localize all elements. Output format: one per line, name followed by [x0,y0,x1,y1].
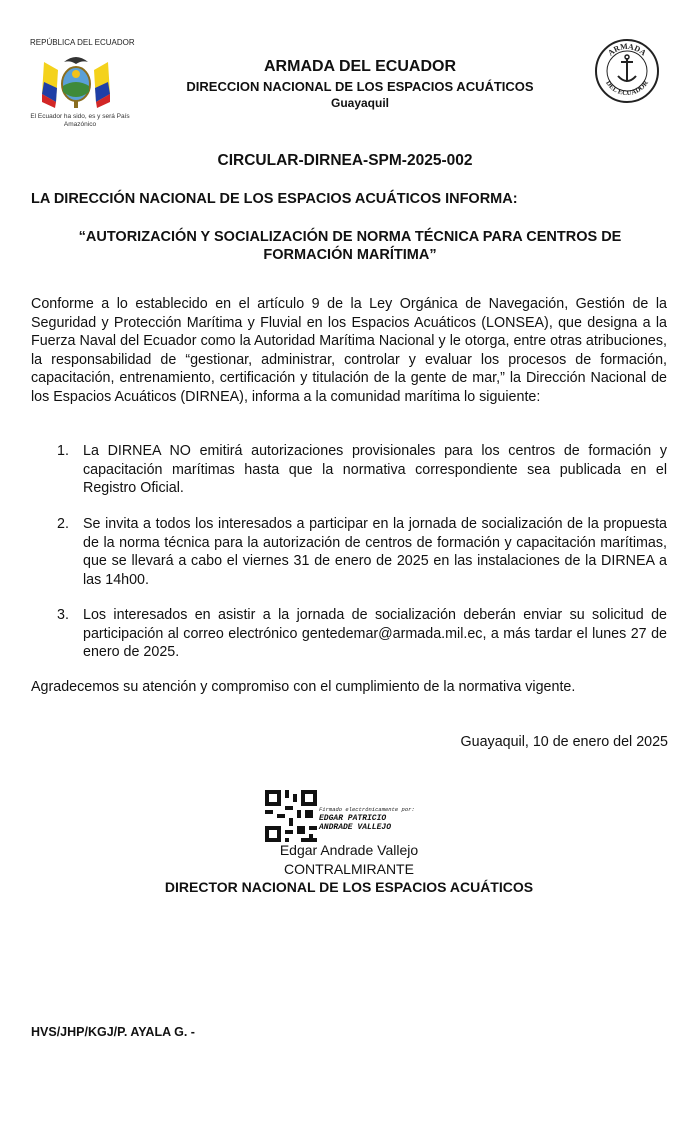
circular-subject: “AUTORIZACIÓN Y SOCIALIZACIÓN DE NORMA TÉCNICA PARA CENTROS DE FORMACIÓN MARÍTIMA” [78,229,622,263]
list-item: Se invita a todos los interesados a participar en la jornada de socialización de la propuesta de la norma técnica para la autorización de centros de formación y capacitación marítimas, que se llevará a cabo el viernes 31 de enero de 2025 en las instalaciones de la DIRNEA a las 14h00. [83,516,667,588]
list-item-number: 3. [57,607,69,623]
signer-name-line2: ANDRADE VALLEJO [319,823,392,832]
reference-initials: HVS/JHP/KGJ/P. AYALA G. - [31,1025,195,1039]
navy-seal-icon [594,38,660,104]
republica-label: REPÚBLICA DEL ECUADOR [30,38,135,47]
list-item-number: 1. [57,443,69,459]
intro-paragraph: Conforme a lo establecido en el artículo 9 de la Ley Orgánica de Navegación, Gestión de la Seguridad y Protección Marítima y Fluvial en los Espacios Acuáticos (LONSEA), que designa a la Fuerza Naval del Ecuador como la Autoridad Marítima Nacional y le otorga, entre otras atribuciones, la responsabilidad de “gestionar, administrar, controlar y evaluar los procesos de formación, capacitación, entrenamiento, certificación y titulación de la gente de mar,” la Dirección Nacional de los Espacios Acuáticos (DIRNEA), informa a la comunidad marítima lo siguiente: [31,296,667,405]
signatory-rank: CONTRALMIRANTE [284,861,414,877]
signatory-name: Edgar Andrade Vallejo [279,842,419,858]
closing-thanks: Agradecemos su atención y compromiso con el cumplimiento de la normativa vigente. [31,679,576,695]
list-item-number: 2. [57,516,69,532]
informa-heading: LA DIRECCIÓN NACIONAL DE LOS ESPACIOS ACUÁTICOS INFORMA: [31,191,518,207]
issue-date: Guayaquil, 10 de enero del 2025 [460,734,668,750]
signed-by-label: Firmado electrónicamente por: [319,806,415,813]
directorate-name: DIRECCION NACIONAL DE LOS ESPACIOS ACUÁTICOS [186,79,534,94]
amazon-country-note: El Ecuador ha sido, es y será País Amazónico [30,113,130,128]
signer-name-line1: EDGAR PATRICIO [319,814,387,823]
list-item: Los interesados en asistir a la jornada de socialización deberán enviar su solicitud de participación al correo electrónico gentedemar@armada.mil.ec, a más tardar el lunes 27 de enero de 2025. [83,607,667,661]
org-name: ARMADA DEL ECUADOR [264,58,456,75]
list-item: La DIRNEA NO emitirá autorizaciones provisionales para los centros de formación y capacitación marítimas hasta que la normativa correspondiente sea publicada en el Registro Oficial. [83,443,667,497]
signature-qr-icon [265,790,317,842]
coat-of-arms-icon [40,52,112,110]
seal-text-bottom: DEL ECUADOR [604,79,650,98]
circular-number: CIRCULAR-DIRNEA-SPM-2025-002 [217,152,473,169]
signatory-title: DIRECTOR NACIONAL DE LOS ESPACIOS ACUÁTICOS [164,879,534,895]
city-name: Guayaquil [330,96,389,110]
seal-text-top: ARMADA [606,41,648,58]
